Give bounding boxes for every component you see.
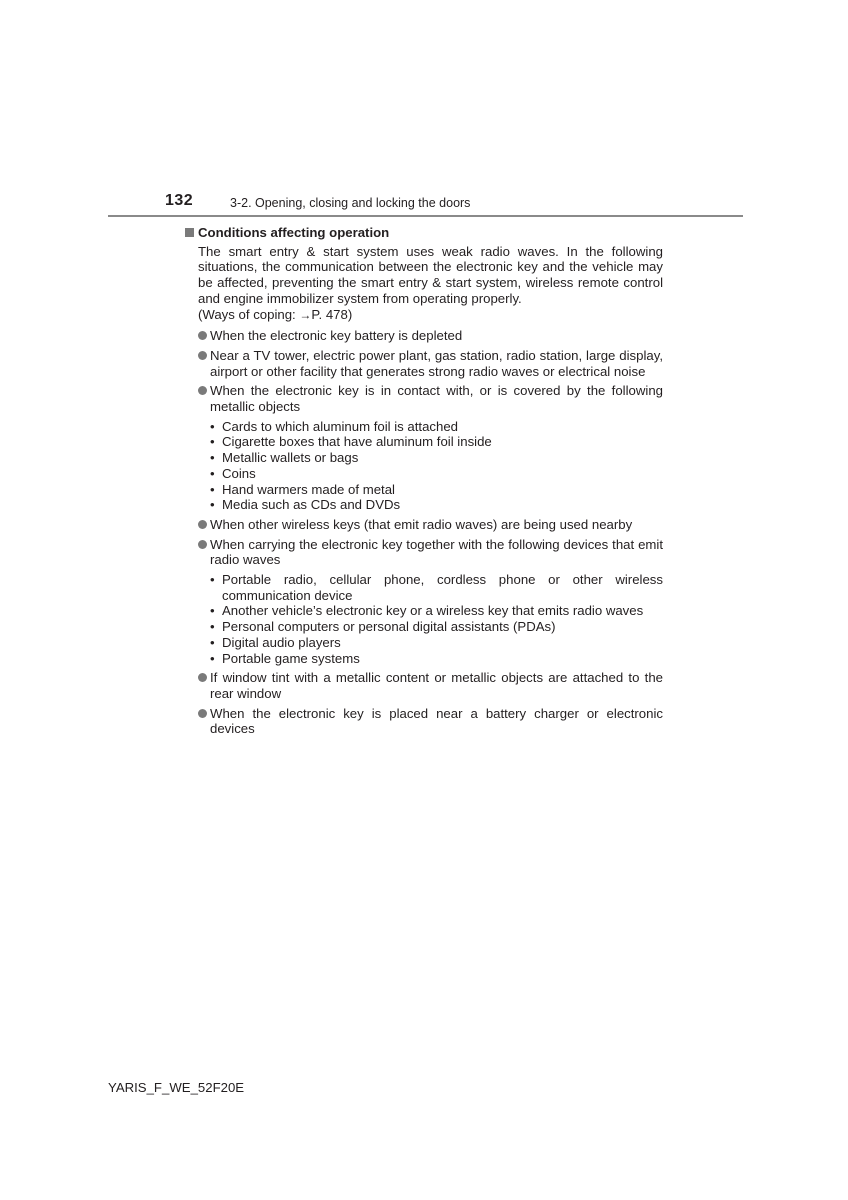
arrow-icon: → — [299, 307, 312, 322]
sub-list-item: • Coins — [210, 466, 663, 482]
circle-bullet-icon — [198, 520, 207, 529]
circle-bullet-icon — [198, 540, 207, 549]
circle-bullet-icon — [198, 351, 207, 360]
section-heading — [185, 225, 663, 241]
heading-text: Conditions affecting operation — [198, 225, 390, 240]
list-item — [185, 383, 663, 513]
sub-list — [210, 419, 663, 513]
sub-list-item: • Personal computers or personal digital assistants (PDAs) — [210, 619, 663, 635]
sub-list-item: • Media such as CDs and DVDs — [210, 497, 663, 513]
list-item — [185, 670, 663, 701]
list-item-text: When the electronic key is placed near a battery charger or electronic devices — [210, 705, 663, 737]
circle-bullet-icon — [198, 386, 207, 395]
header-rule — [108, 215, 743, 217]
circle-bullet-icon — [198, 331, 207, 340]
intro-text: The smart entry & start system uses weak radio waves. In the following situations, the communication between the electronic key and the vehicle may be affected, preventing the smart entry & start system, wireless remote control and engine immobilizer system from operating properly. — [198, 243, 663, 306]
sub-list-item: • Cards to which aluminum foil is attached — [210, 419, 663, 435]
list-item-text: Near a TV tower, electric power plant, gas station, radio station, large display, airport or other facility that generates strong radio waves or electrical noise — [210, 347, 663, 379]
coping-prefix: (Ways of coping: — [198, 306, 300, 322]
list-item — [185, 517, 663, 533]
list-item-text: When carrying the electronic key together with the following devices that emit radio waves — [210, 536, 663, 568]
sub-list-item: • Portable game systems — [210, 651, 663, 667]
list-item — [185, 328, 663, 344]
sub-list-item: • Portable radio, cellular phone, cordless phone or other wireless communication device — [210, 572, 663, 603]
sub-list-item: • Digital audio players — [210, 635, 663, 651]
sub-list-item: • Metallic wallets or bags — [210, 450, 663, 466]
list-item-text: When the electronic key is in contact with, or is covered by the following metallic objects — [210, 383, 663, 415]
list-item-text: When the electronic key battery is depleted — [210, 328, 463, 344]
sub-list-item: • Another vehicle’s electronic key or a wireless key that emits radio waves — [210, 603, 663, 619]
page-header — [0, 190, 848, 220]
coping-page-ref: P. 478) — [311, 306, 353, 322]
intro-paragraph — [198, 244, 663, 324]
list-item — [185, 706, 663, 737]
sub-list — [210, 572, 663, 666]
conditions-list — [185, 328, 663, 737]
square-bullet-icon — [185, 228, 194, 237]
section-title: 3-2. Opening, closing and locking the doors — [230, 196, 471, 210]
sub-list-item: • Hand warmers made of metal — [210, 482, 663, 498]
document-code: YARIS_F_WE_52F20E — [108, 1080, 245, 1095]
content — [185, 225, 663, 741]
list-item — [185, 348, 663, 379]
coping-reference — [198, 307, 663, 324]
circle-bullet-icon — [198, 709, 207, 718]
circle-bullet-icon — [198, 673, 207, 682]
list-item — [185, 537, 663, 667]
list-item-text: When other wireless keys (that emit radio waves) are being used nearby — [210, 516, 633, 532]
page-number: 132 — [165, 192, 194, 209]
sub-list-item: • Cigarette boxes that have aluminum foil inside — [210, 434, 663, 450]
list-item-text: If window tint with a metallic content or metallic objects are attached to the rear window — [210, 670, 663, 701]
